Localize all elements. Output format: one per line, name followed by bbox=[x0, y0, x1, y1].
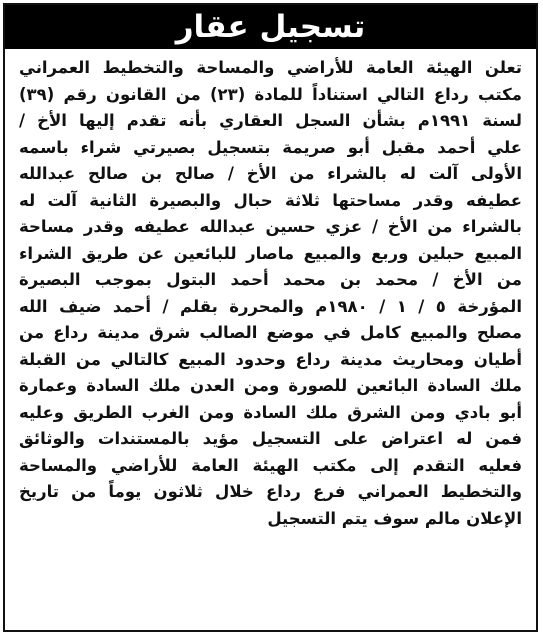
notice-line: الأولى آلت له بالشراء من الأخ / صالح بن صالح عبدالله bbox=[19, 164, 522, 183]
notice-line: أبو بادي ومن الشرق ملك السادة ومن الغرب الطريق وعليه bbox=[19, 402, 522, 422]
notice-line: ملك السادة البائعين للصورة ومن العدن ملك السادة وعمارة bbox=[19, 376, 522, 395]
notice-line: أطيان ومحاريث مدينة رداع وحدود المبيع كالتالي من القبلة bbox=[19, 349, 522, 369]
notice-body bbox=[19, 55, 522, 532]
notice-line: فمن له اعتراض على التسجيل مؤيد بالمستندات والوثائق bbox=[19, 429, 522, 448]
notice-line: مصلح والمبيع كامل في موضع الصالب شرق مدينة رداع من bbox=[19, 323, 522, 342]
notice-line: المؤرخة ٥ / ١ / ١٩٨٠م والمحررة بقلم / أحمد ضيف الله bbox=[19, 296, 522, 316]
notice-box bbox=[3, 3, 538, 632]
title-bar bbox=[5, 5, 536, 49]
notice-title: تسجيل عقار bbox=[175, 9, 366, 45]
notice-line: مكتب رداع التالي استناداً للمادة (٢٣) من القانون رقم (٣٩) bbox=[19, 84, 522, 104]
notice-line: بالشراء من الأخ / عزي حسين عبدالله عطيفه وقدر مساحة bbox=[19, 217, 522, 236]
notice-line: المبيع حبلين وربع والمبيع ماصار للبائعين عن طريق الشراء bbox=[19, 243, 522, 263]
notice-line: عطيفه وقدر مساحتها ثلاثة حبال والبصيرة الثانية آلت له bbox=[19, 190, 522, 210]
notice-line: علي أحمد مقبل أبو صريمة بتسجيل بصيرتي شراء باسمه bbox=[19, 137, 522, 157]
notice-line-last: الإعلان مالم سوف يتم التسجيل bbox=[267, 508, 522, 528]
notice-line: فعليه التقدم إلى مكتب الهيئة العامة للأراضي والمساحة bbox=[19, 455, 522, 475]
notice-line: والتخطيط العمراني فرع رداع خلال ثلاثون يوماً من تاريخ bbox=[19, 482, 522, 501]
notice-line: تعلن الهيئة العامة للأراضي والمساحة والتخطيط العمراني bbox=[19, 58, 522, 77]
notice-line: من الأخ / محمد بن محمد أحمد البتول بموجب البصيرة bbox=[19, 270, 522, 289]
notice-line: لسنة ١٩٩١م بشأن السجل العقاري بأنه تقدم إليها الأخ / bbox=[19, 111, 522, 130]
